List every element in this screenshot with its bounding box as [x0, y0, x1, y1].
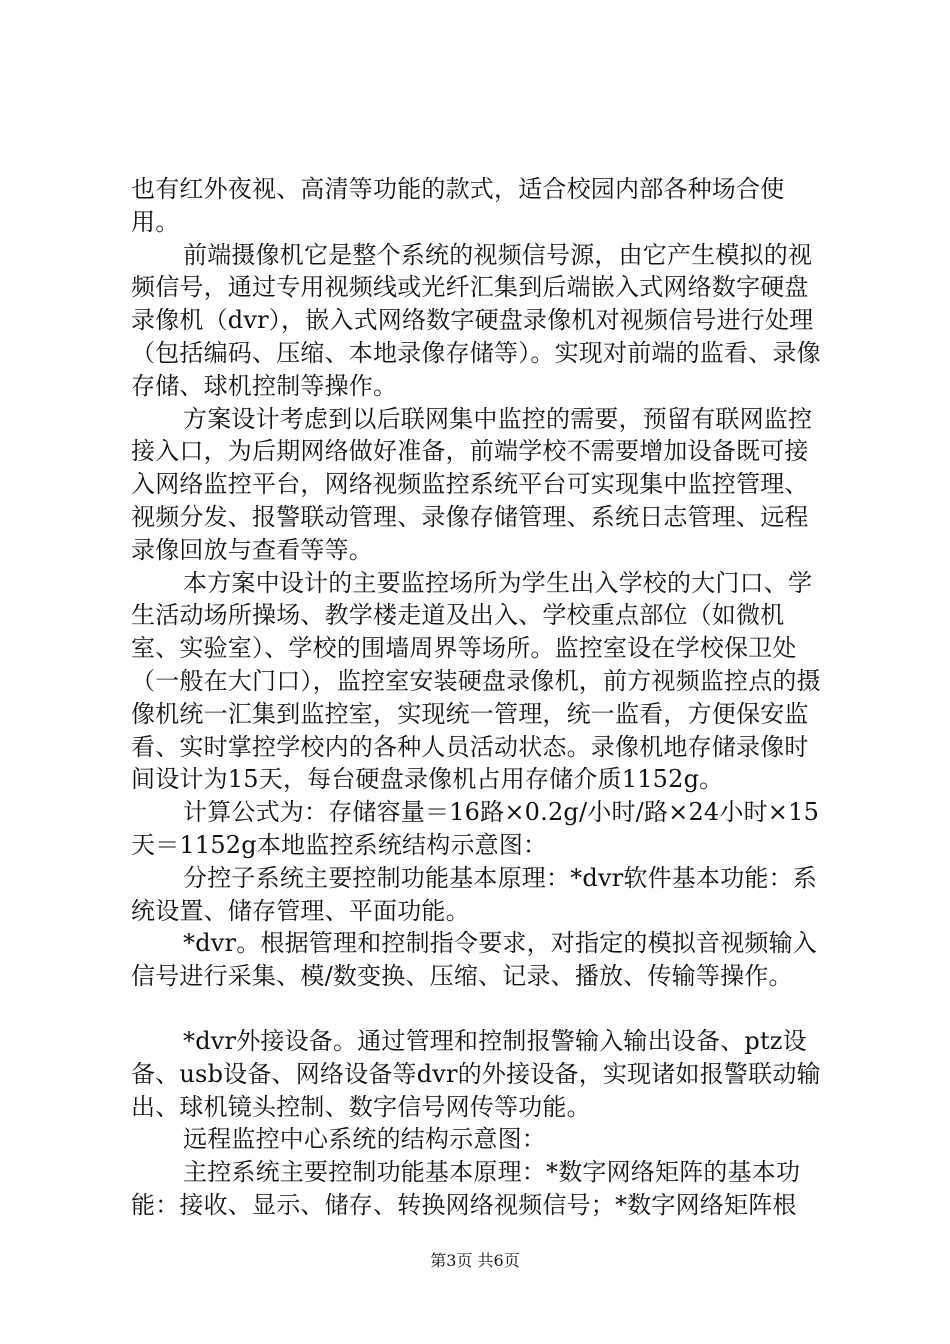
paragraph-2: 前端摄像机它是整个系统的视频信号源，由它产生模拟的视频信号，通过专用视频线或光纤汇集到后端嵌入式网络数字硬盘录像机（dvr），嵌入式网络数字硬盘录像机对视频信号进行处理（包括编码、压缩、本地录像存储等）。实现对前端的监看、录像存储、球机控制等操作。	[131, 240, 821, 400]
paragraph-gap	[131, 993, 831, 1025]
paragraph-9: 远程监控中心系统的结构示意图：	[183, 1125, 546, 1154]
paragraph-7: *dvr。根据管理和控制指令要求，对指定的模拟音视频输入信号进行采集、模/数变换、压缩、记录、播放、传输等操作。	[131, 929, 817, 991]
paragraph-5: 计算公式为：存储容量＝16路×0.2g/小时/路×24小时×15天＝1152g本地监控系统结构示意图：	[131, 798, 820, 859]
page-footer: 第3页 共6页	[430, 1251, 520, 1270]
paragraph-4: 本方案中设计的主要监控场所为学生出入学校的大门口、学生活动场所操场、教学楼走道及出入、学校重点部位（如微机室、实验室）、学校的围墙周界等场所。监控室设在学校保卫处（一般在大门口），监控室安装硬盘录像机，前方视频监控点的摄像机统一汇集到监控室，实现统一管理，统一监看，方便保安监看、实时掌控学校内的各种人员活动状态。录像机地存储录像时间设计为15天，每台硬盘录像机占用存储介质1152g。	[131, 568, 821, 794]
paragraph-6: 分控子系统主要控制功能基本原理：*dvr软件基本功能：系统设置、储存管理、平面功能。	[131, 863, 817, 925]
paragraph-1: 也有红外夜视、高清等功能的款式，适合校园内部各种场合使用。	[131, 175, 785, 236]
paragraph-3: 方案设计考虑到以后联网集中监控的需要，预留有联网监控接入口，为后期网络做好准备，前端学校不需要增加设备既可接入网络监控平台，网络视频监控系统平台可实现集中监控管理、视频分发、报警联动管理、录像存储管理、系统日志管理、远程录像回放与查看等等。	[131, 404, 813, 564]
paragraph-10: 主控系统主要控制功能基本原理：*数字网络矩阵的基本功能：接收、显示、储存、转换网络视频信号；*数字网络矩阵根	[131, 1158, 801, 1219]
paragraph-8: *dvr外接设备。通过管理和控制报警输入输出设备、ptz设备、usb设备、网络设备等dvr的外接设备，实现诸如报警联动输出、球机镜头控制、数字信号网传等功能。	[131, 1026, 821, 1121]
body-text	[131, 173, 831, 1222]
